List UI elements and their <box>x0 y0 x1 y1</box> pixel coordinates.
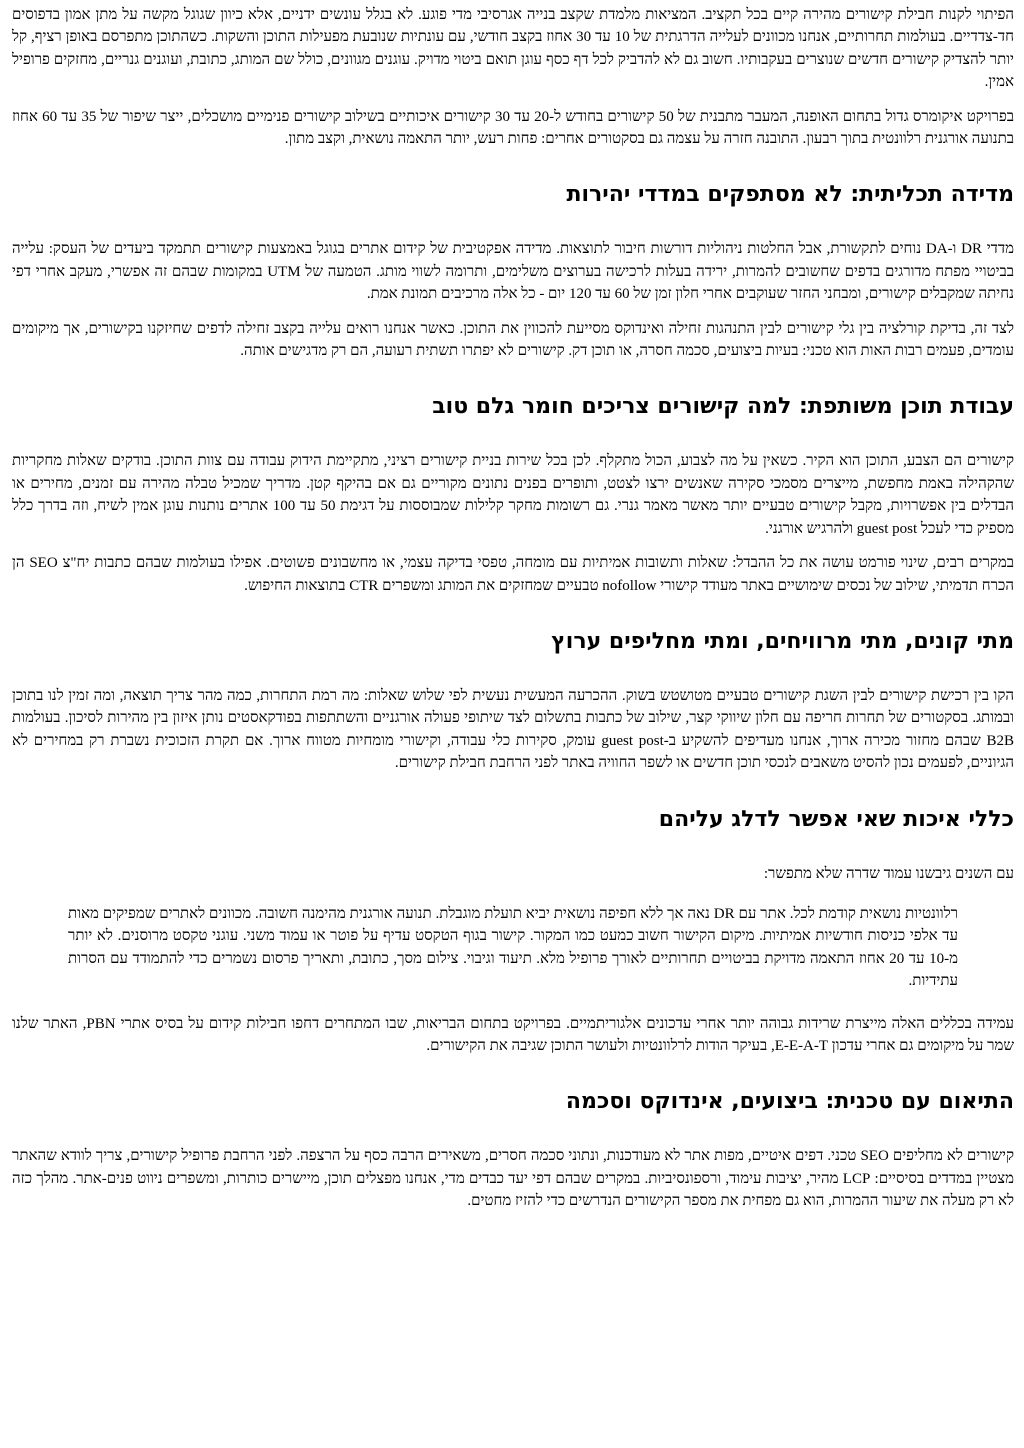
section-heading: מדידה תכליתית: לא מסתפקים במדדי יהירות <box>566 182 1014 208</box>
section-technical <box>12 1087 1014 1212</box>
body-paragraph: מדדי DR ו-DA נוחים לתקשורת, אבל החלטות ניהוליות דורשות חיבור לתוצאות. מדידה אפקטיבית של קידום אתרים בגוגל באמצעות קישורים תתמקד ביעדים של העסק: עלייה בביטויי מפתח מדורגים בדפים שחשובים להמרות, ירידה בעלות לרכישה בערוצים משלימים, ותרומה לשווי מותג. הטמעה של UTM במקומות שבהם זה אפשרי, מעקב אחרי דפי נחיתה שמקבלים קישורים, ומבחני החזר שעוקבים אחרי חלון זמן של 60 עד 120 יום - כל אלה מרכיבים תמונת אמת. <box>12 241 1015 303</box>
section-quality-rules <box>12 805 1014 1058</box>
body-paragraph: עם השנים גיבשנו עמוד שדרה שלא מתפשר: <box>763 865 1014 882</box>
body-paragraph: הקו בין רכישת קישורים לבין השגת קישורים טבעיים מטושטש בשוק. ההכרעה המעשית נעשית לפי שלוש שאלות: מה רמת התחרות, כמה מהר צריך תוצאה, ומה זמין לנו בתוכן ובמותג. בסקטורים של תחרות חריפה עם חלון שיווקי קצר, שילוב של כתבות בתשלום לצד שיתופי פעולה אורגניים והשתתפות בפודקאסטים נותן איזון בין מהירות לסיכון. בעולמות B2B שבהם מחזור מכירה ארוך, אנחנו מעדיפים להשקיע ב-guest post עומק, סקירות כלי עבודה, וקישורי מומחיות מטווח ארוך. אם תקרת הזכוכית נשברת רק במחירים לא הגיוניים, לפעמים נכון להסיט משאבים לנכסי תוכן חדשים או לשפר החוויה באתר לפני הרחבת חבילת קישורים. <box>12 687 1014 772</box>
body-paragraph: במקרים רבים, שינוי פורמט עושה את כל ההבדל: שאלות ותשובות אמיתיות עם מומחה, טפסי בדיקה עצמי, או מחשבונים פשוטים. אפילו בעולמות שבהם כתבות יח"צ SEO הן הכרח תדמיתי, שילוב של נכסים שימושיים באתר מעודד קישורי nofollow טבעיים שמחזקים את המותג ומשפרים CTR בתוצאות החיפוש. <box>12 555 1014 594</box>
section-measurement <box>12 180 1014 362</box>
body-paragraph: קישורים לא מחליפים SEO טכני. דפים איטיים, מפות אתר לא מעודכנות, ונתוני סכמה חסרים, משאירים הרבה כסף על הרצפה. לפני הרחבת פרופיל קישורים, צריך לוודא שהאתר מצטיין במדדים בסיסיים: LCP מהיר, יציבות עימוד, ורספונסיביות. במקרים שבהם דפי יעד כבדים מדי, אנחנו מפצלים תוכן, מיישרים כותרות, ומשפרים ניווט פנים-אתר. מהלך כזה לא רק מעלה את שיעור ההמרות, הוא גם מפחית את מספר הקישורים הנדרשים כדי להזיז מחטים. <box>12 1148 1015 1210</box>
body-paragraph: עמידה בכללים האלה מייצרת שרידות גבוהה יותר אחרי עדכונים אלגוריתמיים. בפרויקט בתחום הבריאות, שבו המתחרים דחפו חבילות קידום על בסיס אתרי PBN, האתר שלנו שמר על מיקומים גם אחרי עדכון E-E-A-T, בעיקר הודות לרלוונטיות ולעושר התוכן שגיבה את הקישורים. <box>12 1015 1015 1054</box>
section-heading: מתי קונים, מתי מרוויחים, ומתי מחליפים ערוץ <box>551 628 1014 654</box>
section-heading: עבודת תוכן משותפת: למה קישורים צריכים חומר גלם טוב <box>432 394 1014 420</box>
intro-paragraph-1: הפיתוי לקנות חבילת קישורים מהירה קיים בכל תקציב. המציאות מלמדת שקצב בנייה אגרסיבי מדי פוגע. לא בגלל עונשים ידניים, אלא כיוון שגוגל מקשה על מתן אמון בדפוסים חד-צדדיים. בעולמות תחרותיים, אנחנו מכוונים לעלייה הדרגתית של 10 עד 30 אחוז בקצב חודשי, עם עונתיות שנובעת מפעילות התוכן והשקות. כשהתוכן מתפרסם באופן רציף, קל יותר להצדיק קישורים חדשים שנוצרים בעקבותיו. חשוב גם לא להדביק לכל דף כסף עוגן תואם ביטוי מדויק. עוגנים מגוונים, כולל שם המותג, כתובת, ועוגנים גנריים, מחזקים פרופיל אמין. <box>12 7 1014 91</box>
quote-paragraph: רלוונטיות נושאית קודמת לכל. אתר עם DR נאה אך ללא חפיפה נושאית יביא תועלת מוגבלת. תנועה אורגנית מהימנה חשובה. מכוונים לאתרים שמפיקים מאות עד אלפי כניסות חודשיות אמיתיות. מיקום הקישור חשוב כמעט כמו המקור. קישור בגוף הטקסט עדיף על פוטר או עמוד משני. עוגני טקסט מרוסנים. לא יותר מ-10 עד 20 אחוז התאמה מדויקת בביטויים תחרותיים לאורך פרופיל מלא. תיעוד וגיבוי. צילום מסך, כתובת, ותאריך פרסום נשמרים כדי להתמודד עם הסרות עתידיות. <box>68 905 958 990</box>
body-paragraph: לצד זה, בדיקת קורלציה בין גלי קישורים לבין התנהגות זחילה ואינדוקס מסייעת להכווין את התוכן. כאשר אנחנו רואים עלייה בקצב זחילה לדפים שחיזקנו בקישורים, אך מיקומים עומדים, פעמים רבות האות הוא טכני: בעיות ביצועים, סכמה חסרה, או תוכן דק. קישורים לא יפתרו תשתית רעועה, הם רק מדגישים אותה. <box>12 320 1014 360</box>
quality-rules-quote <box>68 903 958 993</box>
body-paragraph: קישורים הם הצבע, התוכן הוא הקיר. כשאין על מה לצבוע, הכול מתקלף. לכן בכל שירות בניית קישורים רציני, מתקיימת הידוק עבודה עם צוות התוכן. בודקים שאלות מחקריות שהקהילה באמת מחפשת, מייצרים מסמכי סקירה שאנשים ירצו לצטט, ותופרים בפנים נתונים מקוריים גם אם בהיקף קטן. מדריך שמכיל טבלה מהירה עם זמנים, מחירים או הבדלים בין אפשרויות, מקבל קישורים טבעיים יותר מאשר מאמר גנרי. גם רשומות מחקר קלילות שמבוססות על דגימת 50 עד 100 אתרים נותנות עוגן אמין לשיח, וזה בדרך כלל מספיק כדי לעכל guest post ולהרגיש אורגני. <box>12 453 1015 537</box>
section-content-collaboration <box>12 392 1014 596</box>
section-heading: כללי איכות שאי אפשר לדלג עליהם <box>658 806 1014 832</box>
section-heading: התיאום עם טכנית: ביצועים, אינדוקס וסכמה <box>565 1089 1014 1115</box>
intro-paragraph-2: בפרויקט איקומרס גדול בתחום האופנה, המעבר מתבנית של 50 קישורים בחודש ל-20 עד 30 קישורים איכותיים בשילוב קישורים פנימיים מושכלים, ייצר שיפור של 35 עד 60 אחוז בתנועה אורגנית רלוונטית בתוך רבעון. התובנה חזרה על עצמה גם בסקטורים אחרים: פחות רעש, יותר התאמה נושאית, וקצב מתון. <box>12 108 1015 148</box>
section-buy-or-earn <box>12 627 1014 775</box>
